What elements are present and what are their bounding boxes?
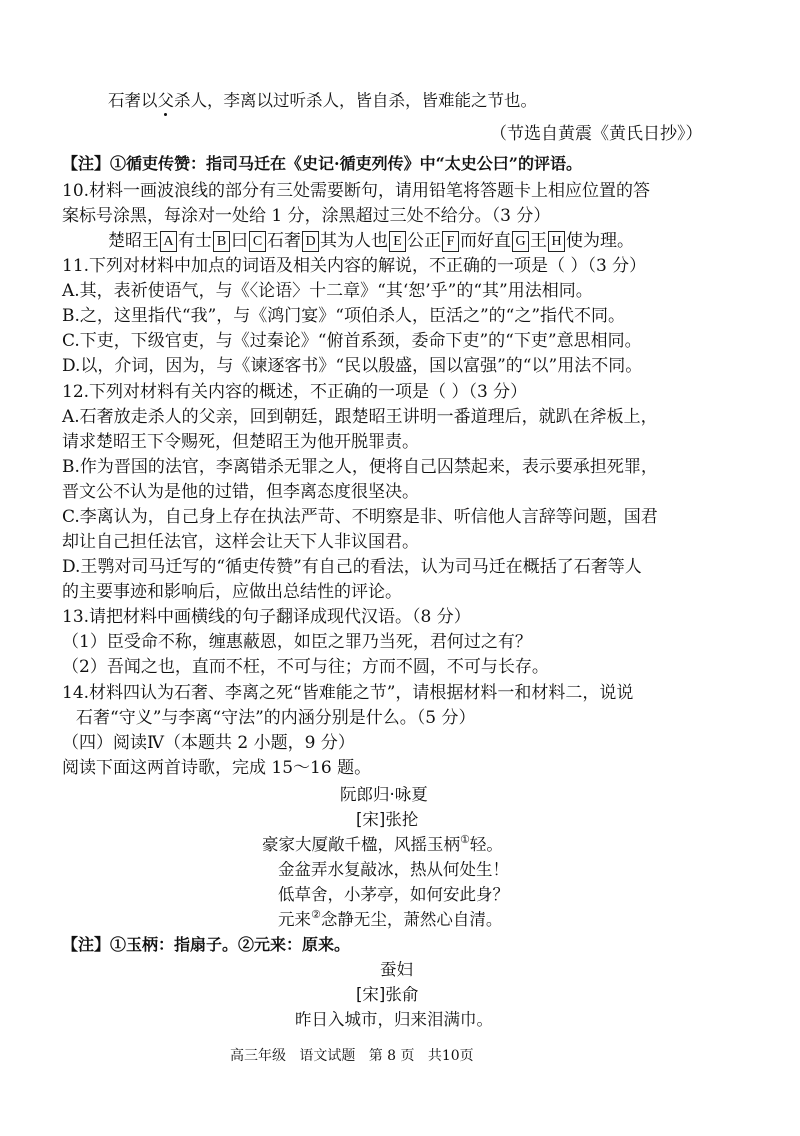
note-2: 【注】①玉柄：指扇子。②元来：原来。	[62, 935, 351, 954]
answer-box-f: F	[442, 231, 459, 252]
answer-box-b: B	[213, 231, 230, 252]
poem1-line3: 低草舍，小茅亭，如何安此身？	[278, 885, 509, 904]
dotted-word: 父	[158, 88, 175, 113]
poem1-author: [宋]张抡	[356, 810, 419, 829]
segment-text: 其为人也	[320, 231, 388, 251]
answer-box-d: D	[302, 231, 319, 252]
segment-text: 公正	[407, 231, 441, 251]
poem2-line1: 昨日入城市，归来泪满巾。	[295, 1010, 493, 1029]
q11-option-b: B.之，这里指代“我”，与《鸿门宴》“项伯杀人，臣活之”的“之”指代不同。	[62, 306, 626, 326]
answer-box-c: C	[249, 231, 266, 252]
poem1-line1	[262, 832, 503, 859]
answer-box-h: H	[548, 231, 565, 252]
passage-end-line	[108, 88, 537, 113]
poem1-line1-a: 豪家大厦敞千楹，风摇玉柄	[262, 835, 460, 854]
answer-box-e: E	[389, 231, 406, 252]
q12-option-b2: 晋文公不认为是他的过错，但李离态度很坚决。	[62, 482, 419, 502]
note-1: 【注】①循吏传赞：指司马迁在《史记·循吏列传》中“太史公曰”的评语。	[62, 154, 582, 173]
passage-text-a: 石奢以	[108, 91, 158, 110]
q11-stem: 11.下列对材料中加点的词语及相关内容的解说，不正确的一项是（ ）（3 分）	[62, 256, 647, 276]
footnote-marker-2: ②	[311, 908, 321, 921]
segment-text: 而好直	[460, 231, 511, 251]
passage-text-b: 杀人，李离以过听杀人，皆自杀，皆难能之节也。	[174, 91, 537, 110]
segment-text: 使为理。	[566, 231, 634, 251]
poem1-title: 阮郎归·咏夏	[340, 785, 428, 804]
q13-stem: 13.请把材料中画横线的句子翻译成现代汉语。（8 分）	[62, 607, 471, 627]
poem2-author: [宋]张俞	[356, 985, 419, 1004]
q12-option-c2: 却让自己担任法官，这样会让天下人非议国君。	[62, 532, 419, 552]
q12-option-d1: D.王鹗对司马迁写的“循吏传赞”有自己的看法，认为司马迁在概括了石奢等人	[62, 557, 642, 577]
q13-sentence-1: （1）臣受命不称，缠惠蔽恩，如臣之罪乃当死，君何过之有？	[62, 632, 532, 652]
q10-segmentation	[108, 229, 634, 254]
segment-text: 有士	[178, 231, 212, 251]
q12-stem: 12.下列对材料有关内容的概述，不正确的一项是（ ）（3 分）	[62, 382, 528, 402]
q11-option-a: A.其，表祈使语气，与《〈论语〉十二章》“其‘恕’乎”的“其”用法相同。	[62, 281, 593, 301]
poem1-line4	[278, 907, 502, 934]
section4-heading: （四）阅读Ⅳ（本题共 2 小题，9 分）	[62, 733, 355, 753]
section4-intro: 阅读下面这两首诗歌，完成 15～16 题。	[62, 758, 372, 778]
q14-line2: 石奢“守义”与李离“守法”的内涵分别是什么。（5 分）	[76, 708, 476, 728]
segment-text: 石奢	[267, 231, 301, 251]
q12-option-a2: 请求楚昭王下令赐死，但楚昭王为他开脱罪责。	[62, 432, 419, 452]
poem1-line1-b: 轻。	[469, 835, 503, 854]
q10-line1: 10.材料一画波浪线的部分有三处需要断句，请用铅笔将答题卡上相应位置的答	[62, 181, 651, 201]
q13-sentence-2: （2）吾闻之也，直而不枉，不可与往；方而不圆，不可与长存。	[62, 657, 549, 677]
poem1-line4-a: 元来	[278, 910, 311, 929]
segment-text: 王	[530, 231, 547, 251]
q12-option-c1: C.李离认为，自己身上存在执法严苛、不明察是非、听信他人言辞等问题，国君	[62, 507, 658, 527]
q12-option-b1: B.作为晋国的法官，李离错杀无罪之人，便将自己囚禁起来，表示要承担死罪，	[62, 457, 658, 477]
poem1-line2: 金盆弄水复敲冰，热从何处生！	[278, 860, 509, 879]
answer-box-g: G	[512, 231, 529, 252]
q11-option-d: D.以，介词，因为，与《谏逐客书》“民以殷盛，国以富强”的“以”用法不同。	[62, 356, 643, 376]
segment-text: 曰	[231, 231, 248, 251]
q14-line1: 14.材料四认为石奢、李离之死“皆难能之节”，请根据材料一和材料二，说说	[62, 683, 634, 703]
footnote-marker-1: ①	[460, 833, 470, 846]
page-footer: 高三年级 语文试题 第 8 页 共10页	[230, 1048, 474, 1064]
q11-option-c: C.下吏，下级官吏，与《过秦论》“俯首系颈，委命下吏”的“下吏”意思相同。	[62, 331, 642, 351]
passage-source: （节选自黄震《黄氏日抄》）	[490, 124, 703, 144]
poem1-line4-b: 念静无尘，萧然心自清。	[320, 910, 503, 929]
q10-line2: 案标号涂黑，每涂对一处给 1 分，涂黑超过三处不给分。（3 分）	[62, 206, 551, 226]
segment-text: 楚昭王	[108, 231, 159, 251]
q12-option-d2: 的主要事迹和影响后，应做出总结性的评论。	[62, 582, 402, 602]
q12-option-a1: A.石奢放走杀人的父亲，回到朝廷，跟楚昭王讲明一番道理后，就趴在斧板上，	[62, 407, 658, 427]
answer-box-a: A	[160, 231, 177, 252]
poem2-title: 蚕妇	[380, 960, 413, 979]
